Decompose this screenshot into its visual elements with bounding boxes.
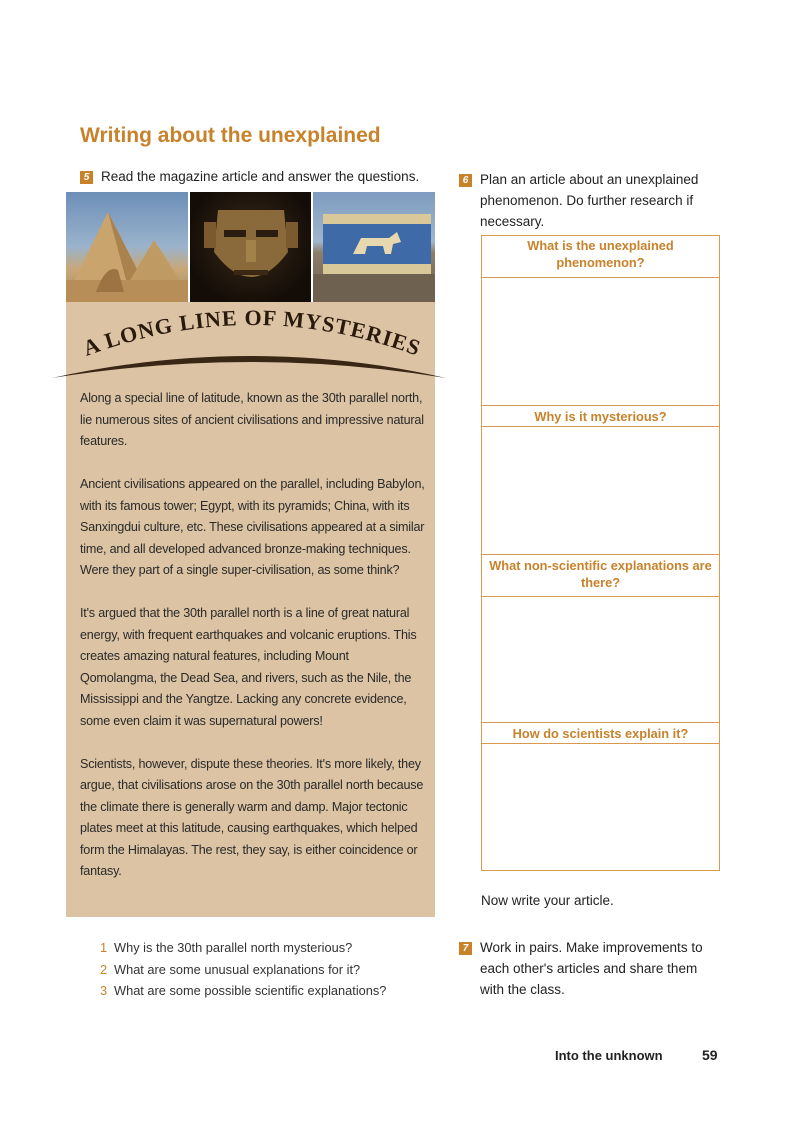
question-number: 2 — [100, 961, 108, 977]
question-text: Why is the 30th parallel north mysterious? — [114, 940, 353, 955]
exercise-6-text: Plan an article about an unexplained phenomenon. Do further research if necessary. — [480, 172, 699, 229]
article-photo-strip — [66, 192, 435, 302]
plan-heading-mysterious: Why is it mysterious? — [482, 405, 719, 427]
exercise-5-text: Read the magazine article and answer the questions. — [101, 169, 420, 184]
plan-heading-scientific: How do scientists explain it? — [482, 722, 719, 744]
article-paragraph: Ancient civilisations appeared on the parallel, including Babylon, with its famous tower; Egypt, with its pyramids; China, with its Sanxingdui culture, etc. These civilisations appeared at a similar time, and all developed advanced bronze-making techniques. Were they part of a single super-civilisation, as some think? — [80, 477, 425, 577]
exercise-7-instruction — [459, 937, 720, 1000]
article-paragraph: Scientists, however, dispute these theories. It's more likely, they argue, that civilisations arose on the 30th parallel north because the climate there is generally warm and damp. Major tectonic plates meet at this latitude, causing earthquakes, which helped form the Himalayas. The rest, they say, is either coincidence or fantasy. — [80, 756, 424, 878]
article-plan-table — [481, 235, 720, 871]
exercise-7-badge: 7 — [459, 942, 472, 955]
comprehension-questions — [100, 937, 386, 1002]
plan-heading-phenomenon: What is the unexplained phenomenon? — [482, 235, 719, 278]
article-paragraph: Along a special line of latitude, known as the 30th parallel north, lie numerous sites of ancient civilisations and impressive natural features. — [80, 391, 424, 448]
question-text: What are some possible scientific explanations? — [114, 983, 387, 998]
exercise-7-text: Work in pairs. Make improvements to each other's articles and share them with the class. — [480, 940, 703, 997]
write-prompt: Now write your article. — [481, 893, 614, 908]
svg-text:A LONG LINE OF MYSTERIES — [80, 305, 425, 361]
exercise-5-instruction — [80, 169, 419, 184]
exercise-6-instruction — [459, 169, 729, 232]
question-number: 3 — [100, 983, 108, 998]
article-body — [80, 388, 425, 904]
question-item — [100, 937, 386, 959]
page-heading: Writing about the unexplained — [80, 124, 381, 147]
exercise-5-badge: 5 — [80, 171, 93, 184]
plan-heading-non-scientific: What non-scientific explanations are there? — [482, 554, 719, 597]
question-number: 1 — [100, 940, 108, 955]
article-title-banner — [52, 302, 452, 382]
article-title: A LONG LINE OF MYSTERIES — [79, 304, 425, 361]
pyramids-photo — [66, 192, 188, 302]
question-item — [100, 980, 386, 1002]
article-paragraph: It's argued that the 30th parallel north is a line of great natural energy, with frequent earthquakes and volcanic eruptions. This creates amazing natural features, including Mount Qomolangma, the Dead Sea, and rivers, such as the Nile, the Mississippi and the Yangtze. Lacking any concrete evidence, some even claim it was supernatural powers! — [80, 606, 417, 728]
question-text: What are some unusual explanations for it? — [114, 961, 361, 977]
footer-section-title: Into the unknown — [555, 1048, 663, 1063]
page-number: 59 — [702, 1047, 718, 1063]
babylon-gate-photo — [313, 192, 435, 302]
exercise-6-badge: 6 — [459, 174, 472, 187]
question-item — [100, 959, 386, 981]
bronze-mask-photo — [190, 192, 312, 302]
